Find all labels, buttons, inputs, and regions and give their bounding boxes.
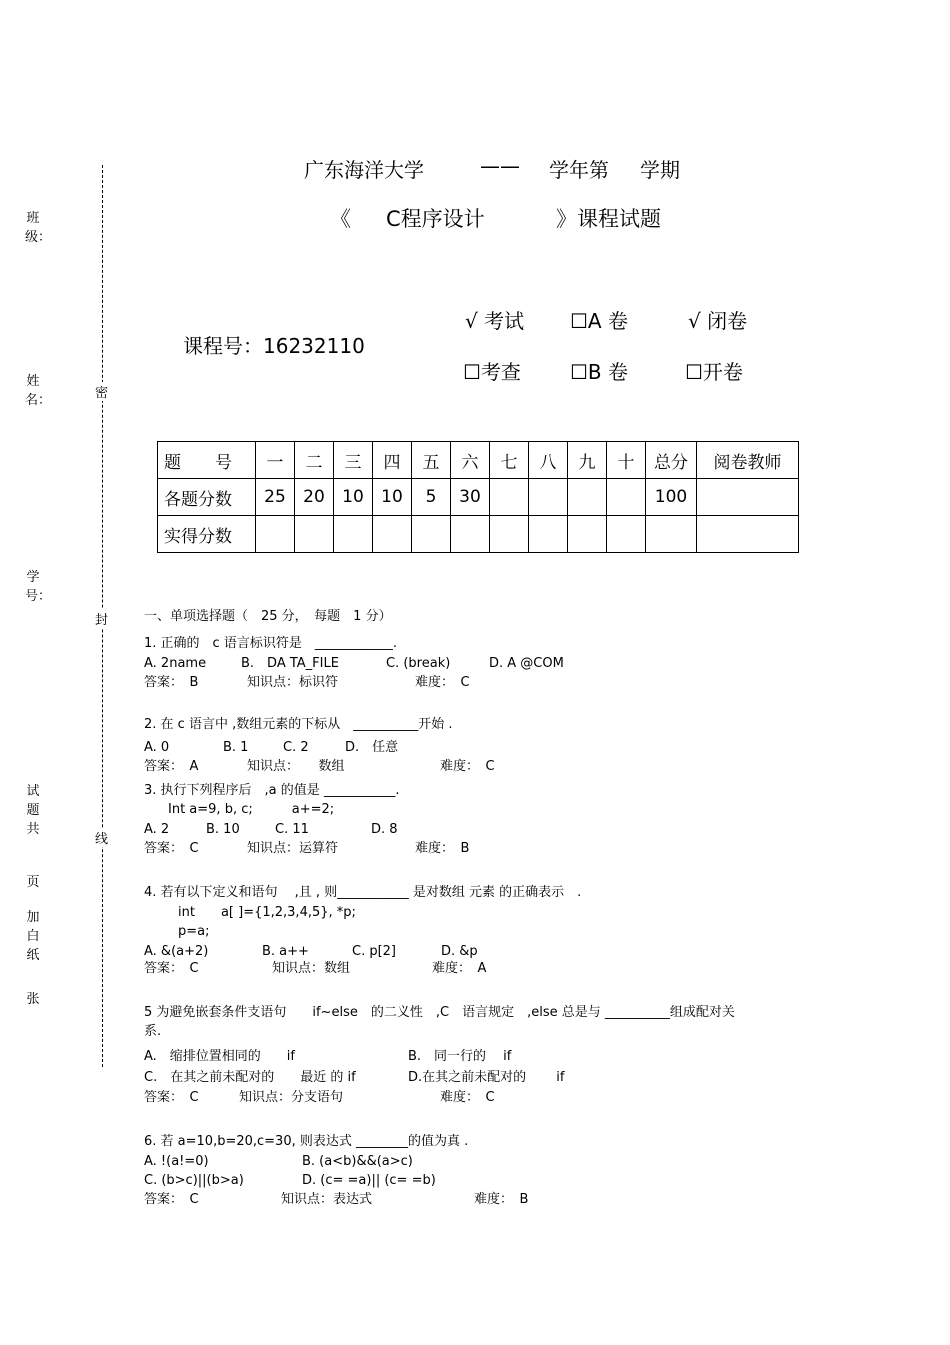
got-cell[interactable] [490, 516, 529, 553]
q4-option-c: C. p[2] [352, 944, 397, 959]
option-open-book: ☐开卷 [685, 360, 743, 384]
score-table-header-row [158, 442, 799, 479]
points-row-label: 各题分数 [158, 479, 256, 516]
score-header-cell: 七 [490, 442, 529, 479]
header-year: 学年第 [549, 158, 609, 182]
points-cell: 20 [295, 479, 334, 516]
q1-knowledge: 知识点：标识符 [247, 675, 339, 690]
q5-knowledge: 知识点：分支语句 [239, 1090, 344, 1105]
score-header-cell: 八 [529, 442, 568, 479]
q4-knowledge: 知识点：数组 [272, 961, 351, 976]
option-closed-book: √ 闭卷 [688, 309, 748, 333]
q5-answer: 答案： C [144, 1090, 199, 1105]
section-title: 一、单项选择题（ 25 分， 每题 1 分） [144, 609, 392, 624]
got-row-label: 实得分数 [158, 516, 256, 553]
q3-option-b: B. 10 [206, 822, 240, 837]
q3-knowledge: 知识点：运算符 [247, 841, 339, 856]
q5-stem: 5 为避免嵌套条件支语句 if~else 的二义性 ,C 语言规定 ,else 总是与 __________组成配对关 [144, 1005, 735, 1020]
q6-option-c: C. (b>c)||(b>a) [144, 1173, 244, 1188]
q2-stem: 2. 在 c 语言中 ,数组元素的下标从 __________开始 . [144, 717, 453, 732]
q3-option-c: C. 11 [275, 822, 309, 837]
score-header-cell: 题 号 [158, 442, 256, 479]
q6-knowledge: 知识点：表达式 [281, 1192, 373, 1207]
score-table [157, 441, 799, 553]
title-course-suffix: 》课程试题 [556, 207, 661, 231]
q3-answer: 答案： C [144, 841, 199, 856]
option-exam: √ 考试 [465, 309, 525, 333]
score-header-cell: 五 [412, 442, 451, 479]
header-school: 广东海洋大学 [304, 158, 424, 182]
q3-stem: 3. 执行下列程序后 ,a 的值是 ___________. [144, 783, 400, 798]
q5-option-d: D.在其之前未配对的 if [408, 1070, 565, 1085]
got-cell[interactable] [646, 516, 697, 553]
q4-option-b: B. a++ [262, 944, 309, 959]
score-header-cell: 四 [373, 442, 412, 479]
got-cell[interactable] [334, 516, 373, 553]
sidebar-name-label: 姓名： [25, 374, 52, 408]
points-cell: 5 [412, 479, 451, 516]
option-paper-b: ☐B 卷 [570, 360, 629, 384]
points-cell: 25 [256, 479, 295, 516]
q2-knowledge: 知识点： 数组 [247, 759, 345, 774]
got-cell[interactable] [697, 516, 799, 553]
option-check: ☐考查 [463, 360, 521, 384]
q1-option-d: D. A @COM [489, 656, 564, 671]
q2-answer: 答案： A [144, 759, 199, 774]
sidebar-pages-unit: 页 [26, 875, 40, 890]
q6-stem: 6. 若 a=10,b=20,c=30, 则表达式 ________的值为真 . [144, 1134, 469, 1149]
points-cell [607, 479, 646, 516]
seal-mark-feng: 封 [95, 609, 108, 628]
got-cell[interactable] [256, 516, 295, 553]
q5-option-c: C. 在其之前未配对的 最近 的 if [144, 1070, 356, 1085]
q2-difficulty: 难度： C [440, 759, 495, 774]
score-table-got-row [158, 516, 799, 553]
points-cell [490, 479, 529, 516]
got-cell[interactable] [568, 516, 607, 553]
option-paper-a: ☐A 卷 [570, 309, 628, 333]
q3-code: Int a=9, b, c; a+=2; [168, 802, 335, 817]
points-cell: 100 [646, 479, 697, 516]
header-dash: —— [480, 154, 520, 178]
got-cell[interactable] [295, 516, 334, 553]
header-term: 学期 [640, 158, 680, 182]
points-cell [568, 479, 607, 516]
points-cell: 10 [334, 479, 373, 516]
points-cell [529, 479, 568, 516]
q6-difficulty: 难度： B [474, 1192, 529, 1207]
sidebar-class-label: 班级： [25, 211, 52, 245]
score-header-cell: 十 [607, 442, 646, 479]
points-cell: 10 [373, 479, 412, 516]
q6-option-a: A. !(a!=0) [144, 1154, 209, 1169]
got-cell[interactable] [607, 516, 646, 553]
score-header-cell: 九 [568, 442, 607, 479]
q5-option-b: B. 同一行的 if [408, 1049, 512, 1064]
q1-option-c: C. (break) [386, 656, 451, 671]
q6-option-b: B. (a<b)&&(a>c) [302, 1154, 413, 1169]
q1-answer: 答案： B [144, 675, 199, 690]
q3-option-a: A. 2 [144, 822, 170, 837]
q3-option-d: D. 8 [371, 822, 398, 837]
q2-option-b: B. 1 [223, 740, 249, 755]
q4-option-d: D. &p [441, 944, 478, 959]
q5-option-a: A. 缩排位置相同的 if [144, 1049, 295, 1064]
points-cell [697, 479, 799, 516]
score-header-cell: 六 [451, 442, 490, 479]
q1-stem: 1. 正确的 c 语言标识符是 ____________. [144, 636, 397, 651]
score-header-cell: 二 [295, 442, 334, 479]
got-cell[interactable] [412, 516, 451, 553]
q6-answer: 答案： C [144, 1192, 199, 1207]
got-cell[interactable] [373, 516, 412, 553]
q6-option-d: D. (c= =a)|| (c= =b) [302, 1173, 436, 1188]
q1-option-b: B. DA TA_FILE [241, 656, 339, 671]
score-header-cell: 阅卷教师 [697, 442, 799, 479]
q4-code-line2: p=a; [178, 924, 210, 939]
q4-code-line1: int a[ ]={1,2,3,4,5}, *p; [178, 905, 356, 920]
got-cell[interactable] [529, 516, 568, 553]
course-number: 课程号：16232110 [183, 334, 365, 358]
got-cell[interactable] [451, 516, 490, 553]
sidebar-pages-label: 试题共 [26, 784, 40, 837]
title-course-name: C程序设计 [386, 207, 485, 231]
seal-mark-xian: 线 [95, 828, 108, 847]
score-header-cell: 总分 [646, 442, 697, 479]
q4-stem: 4. 若有以下定义和语句 ,且 , 则___________ 是对数组 元素 的正确表示 . [144, 885, 582, 900]
q4-answer: 答案： C [144, 961, 199, 976]
score-table-points-row [158, 479, 799, 516]
q3-difficulty: 难度： B [415, 841, 470, 856]
score-header-cell: 一 [256, 442, 295, 479]
sidebar-extra-paper-unit: 张 [26, 992, 40, 1007]
sidebar-extra-paper-label: 加白纸 [26, 910, 40, 963]
q1-option-a: A. 2name [144, 656, 207, 671]
points-cell: 30 [451, 479, 490, 516]
q2-option-a: A. 0 [144, 740, 170, 755]
q4-difficulty: 难度： A [432, 961, 487, 976]
q4-option-a: A. &(a+2) [144, 944, 209, 959]
q5-difficulty: 难度： C [440, 1090, 495, 1105]
title-open-bracket: 《 [330, 207, 351, 231]
q5-stem-cont: 系. [144, 1024, 162, 1039]
q2-option-c: C. 2 [283, 740, 309, 755]
q2-option-d: D. 任意 [345, 740, 399, 755]
seal-mark-mi: 密 [95, 382, 108, 401]
q1-difficulty: 难度： C [415, 675, 470, 690]
score-header-cell: 三 [334, 442, 373, 479]
sidebar-id-label: 学号： [25, 570, 52, 604]
